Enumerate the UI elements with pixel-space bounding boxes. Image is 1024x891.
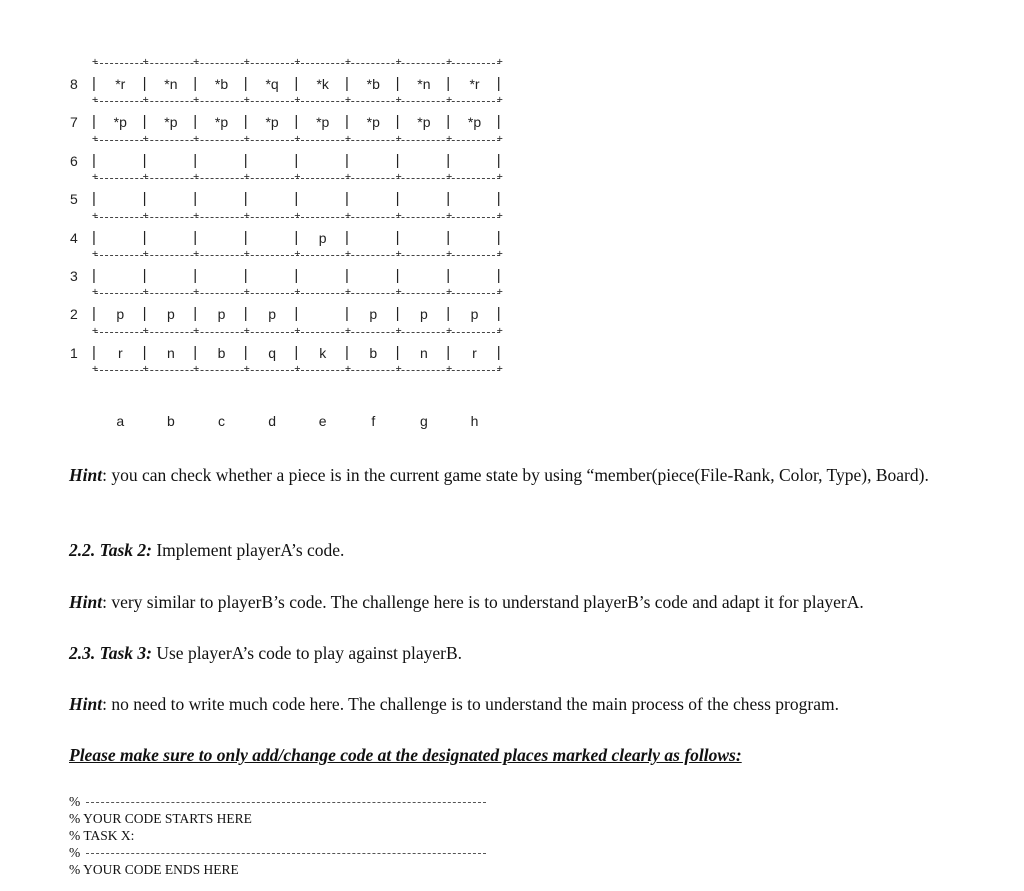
board-bar: |: [496, 305, 501, 323]
board-cell: *r: [115, 76, 126, 92]
board-bar: |: [294, 267, 299, 284]
board-bar: |: [345, 228, 349, 246]
board-bar: |: [345, 267, 349, 284]
file-label: c: [218, 413, 225, 429]
board-bar: |: [243, 228, 248, 246]
file-label: e: [318, 413, 327, 429]
board-bar: |: [446, 190, 451, 208]
dashed-rule: [86, 802, 486, 803]
designated-places-notice: [69, 744, 1009, 766]
board-bar: |: [395, 305, 400, 323]
board-cell: p: [268, 306, 276, 323]
rank-label: 3: [70, 268, 78, 284]
board-corner-mark: +: [193, 248, 200, 260]
board-corner-mark: +: [142, 286, 149, 298]
hint-task-2: [69, 591, 1009, 613]
board-bar: |: [446, 267, 451, 284]
board-bar: |: [395, 267, 400, 284]
board-corner-mark: +: [142, 363, 149, 375]
board-cell: r: [117, 344, 123, 361]
board-rank-row: [68, 111, 508, 133]
board-bar: |: [193, 343, 198, 361]
board-corner-mark: +: [446, 363, 453, 375]
board-cell: *r: [469, 76, 480, 92]
board-bar: |: [496, 113, 501, 131]
board-cell: *p: [265, 114, 279, 131]
board-corner-mark: +: [496, 286, 503, 298]
board-bar: |: [294, 343, 299, 361]
board-cell: *p: [366, 114, 380, 131]
board-bar: |: [395, 190, 400, 208]
board-cell: n: [166, 344, 175, 361]
board-cell: k: [319, 344, 327, 361]
board-bar: |: [243, 190, 248, 208]
hint-task-3: [69, 693, 1009, 715]
board-corner-mark: +: [496, 363, 503, 375]
board-bar: |: [446, 305, 451, 323]
board-cell: b: [217, 344, 226, 361]
file-label: d: [268, 413, 276, 429]
board-corner-mark: +: [91, 56, 99, 68]
board-bar: |: [92, 343, 96, 361]
board-corner-mark: +: [344, 171, 352, 183]
board-bar: |: [496, 151, 501, 169]
board-corner-mark: +: [446, 210, 453, 222]
board-bar: |: [395, 113, 400, 131]
board-corner-mark: +: [193, 56, 200, 68]
board-corner-mark: +: [344, 56, 352, 68]
board-cell: *p: [113, 114, 127, 131]
board-bar: |: [142, 343, 147, 361]
file-label: h: [470, 413, 479, 429]
board-bar: |: [92, 228, 96, 246]
board-corner-mark: +: [294, 56, 301, 68]
board-corner-mark: +: [395, 171, 402, 183]
board-corner-mark: +: [344, 325, 352, 337]
board-bar: |: [345, 75, 349, 92]
rank-label: 5: [70, 191, 78, 208]
board-bar: |: [142, 151, 147, 169]
board-bar: |: [92, 267, 96, 284]
board-corner-mark: +: [243, 286, 250, 298]
board-corner-mark: +: [395, 325, 402, 337]
board-bar: |: [243, 343, 248, 361]
board-corner-mark: +: [344, 248, 352, 260]
hint-label: Hint: [69, 465, 103, 485]
board-bar: |: [446, 343, 451, 361]
board-bar: |: [345, 343, 349, 361]
board-corner-mark: +: [496, 171, 503, 183]
ascii-chess-board: [68, 56, 508, 433]
board-bar: |: [395, 75, 400, 92]
board-bar: |: [345, 190, 349, 208]
board-bar: |: [294, 190, 299, 208]
board-corner-mark: +: [446, 286, 453, 298]
board-corner-mark: +: [193, 210, 200, 222]
board-corner-mark: +: [142, 171, 149, 183]
board-rank-row: [68, 303, 508, 325]
board-corner-mark: +: [395, 210, 402, 222]
board-corner-mark: +: [395, 56, 402, 68]
board-bar: |: [92, 305, 96, 323]
board-corner-mark: +: [395, 248, 402, 260]
board-bar: |: [294, 305, 299, 323]
board-corner-mark: +: [142, 248, 149, 260]
board-bar: |: [142, 305, 147, 323]
board-bar: |: [243, 151, 248, 169]
board-bar: |: [193, 267, 198, 284]
board-corner-mark: +: [446, 325, 453, 337]
board-corner-mark: +: [193, 363, 200, 375]
board-corner-mark: +: [294, 133, 301, 145]
board-rank-row: [68, 342, 508, 364]
board-corner-mark: +: [294, 286, 301, 298]
notice-text: Please make sure to only add/change code at the designated places marked clearly as follows:: [69, 745, 742, 765]
board-corner-mark: +: [395, 94, 402, 106]
board-bar: |: [142, 190, 147, 208]
board-bar: |: [345, 305, 349, 323]
board-corner-mark: +: [243, 171, 250, 183]
board-bar: |: [496, 267, 501, 284]
board-corner-mark: +: [344, 133, 352, 145]
code-line-separator-bottom: %: [69, 844, 486, 861]
board-corner-mark: +: [446, 171, 453, 183]
board-cell: p: [116, 306, 125, 323]
board-corner-mark: +: [294, 171, 301, 183]
board-corner-mark: +: [496, 56, 503, 68]
board-bar: |: [496, 228, 501, 246]
board-bar: |: [92, 113, 96, 131]
board-corner-mark: +: [243, 325, 250, 337]
board-corner-mark: +: [142, 325, 149, 337]
board-bar: |: [92, 75, 96, 92]
board-corner-mark: +: [395, 286, 402, 298]
board-corner-mark: +: [344, 286, 352, 298]
board-rank-row: [68, 227, 508, 249]
board-corner-mark: +: [142, 210, 149, 222]
board-corner-mark: +: [91, 363, 99, 375]
board-bar: |: [446, 113, 451, 131]
board-corner-mark: +: [193, 171, 200, 183]
board-corner-mark: +: [294, 248, 301, 260]
board-bar: |: [193, 305, 198, 323]
board-bar: |: [142, 75, 147, 92]
board-corner-mark: +: [294, 325, 301, 337]
board-corner-mark: +: [496, 325, 503, 337]
board-corner-mark: +: [91, 133, 99, 145]
board-corner-mark: +: [496, 94, 503, 106]
board-bar: |: [193, 228, 198, 246]
board-rank-row: [68, 265, 508, 287]
code-line-separator-top: %: [69, 793, 486, 810]
board-cell: p: [318, 229, 327, 246]
board-bar: |: [243, 267, 248, 284]
board-bar: |: [193, 151, 198, 169]
file-label: a: [116, 413, 125, 429]
board-bar: |: [496, 343, 501, 361]
board-corner-mark: +: [243, 248, 250, 260]
code-line-start: % YOUR CODE STARTS HERE: [69, 811, 252, 826]
board-corner-mark: +: [294, 210, 301, 222]
board-bar: |: [496, 75, 501, 92]
board-cell: p: [470, 306, 479, 323]
rank-label: 6: [70, 152, 78, 169]
board-corner-mark: +: [193, 325, 200, 337]
board-bar: |: [243, 305, 248, 323]
task-3: [69, 642, 1009, 664]
board-bar: |: [294, 228, 299, 246]
board-corner-mark: +: [91, 325, 99, 337]
board-bar: |: [92, 190, 96, 208]
task-2: [69, 539, 1009, 561]
board-cell: *n: [164, 76, 178, 92]
board-bar: |: [395, 228, 400, 246]
board-corner-mark: +: [243, 94, 250, 106]
board-corner-mark: +: [243, 133, 250, 145]
file-label: f: [371, 413, 376, 429]
board-cell: p: [419, 306, 428, 323]
board-corner-mark: +: [496, 133, 503, 145]
board-corner-mark: +: [446, 94, 453, 106]
board-corner-mark: +: [446, 133, 453, 145]
task-text: Use playerA’s code to play against playerB.: [151, 643, 463, 663]
board-bar: |: [446, 75, 451, 92]
board-corner-mark: +: [294, 94, 301, 106]
board-corner-mark: +: [193, 94, 200, 106]
board-corner-mark: +: [91, 286, 99, 298]
rank-label: 2: [70, 306, 78, 323]
board-bar: |: [446, 228, 451, 246]
board-bar: |: [496, 190, 501, 208]
board-bar: |: [294, 151, 299, 169]
board-corner-mark: +: [91, 171, 99, 183]
board-corner-mark: +: [243, 56, 250, 68]
board-corner-mark: +: [294, 363, 301, 375]
board-cell: *p: [417, 114, 431, 131]
code-line-task: % TASK X:: [69, 828, 135, 843]
board-bar: |: [395, 343, 400, 361]
board-bar: |: [345, 113, 349, 131]
board-cell: *p: [467, 114, 482, 131]
board-bar: |: [92, 151, 96, 169]
board-rank-row: [68, 73, 508, 95]
task-text: Implement playerA’s code.: [151, 540, 345, 560]
board-bar: |: [243, 75, 248, 92]
hint-piece-membership: [69, 464, 1009, 486]
code-line-end: % YOUR CODE ENDS HERE: [69, 862, 239, 877]
board-cell: p: [166, 306, 175, 323]
board-cell: *n: [417, 76, 431, 92]
hint-label: Hint: [69, 694, 103, 714]
task-label: 2.3. Task 3:: [69, 643, 152, 663]
board-bar: |: [294, 113, 299, 131]
board-bar: |: [193, 75, 198, 92]
board-cell: *p: [214, 114, 229, 131]
board-corner-mark: +: [446, 56, 453, 68]
hint-text: : you can check whether a piece is in the current game state by using “member(piece(File-Rank, Color, Type), Board).: [102, 465, 929, 485]
board-corner-mark: +: [446, 248, 453, 260]
board-corner-mark: +: [344, 363, 352, 375]
board-corner-mark: +: [243, 210, 250, 222]
board-corner-mark: +: [142, 94, 149, 106]
board-cell: *b: [366, 76, 380, 92]
board-corner-mark: +: [243, 363, 250, 375]
file-label: g: [419, 413, 428, 429]
board-bar: |: [395, 151, 400, 169]
code-marker-block: [69, 793, 486, 878]
board-cell: r: [472, 344, 477, 361]
board-corner-mark: +: [344, 94, 352, 106]
board-bar: |: [142, 228, 147, 246]
rank-label: 7: [70, 114, 78, 131]
board-corner-mark: +: [91, 94, 99, 106]
board-bar: |: [294, 75, 299, 92]
board-cell: n: [419, 344, 428, 361]
hint-label: Hint: [69, 592, 103, 612]
board-rank-row: [68, 188, 508, 210]
task-label: 2.2. Task 2:: [69, 540, 152, 560]
board-corner-mark: +: [91, 248, 99, 260]
board-bar: |: [345, 151, 349, 169]
hint-text: : very similar to playerB’s code. The challenge here is to understand playerB’s code and adapt it for playerA.: [102, 592, 864, 612]
board-cell: *p: [316, 114, 330, 131]
board-rank-row: [68, 150, 508, 172]
board-corner-mark: +: [91, 210, 99, 222]
board-bar: |: [142, 113, 147, 131]
board-bar: |: [193, 113, 198, 131]
board-cell: *q: [265, 76, 279, 92]
file-label: b: [166, 413, 175, 429]
board-corner-mark: +: [496, 210, 503, 222]
hint-text: : no need to write much code here. The challenge is to understand the main process of the chess program.: [102, 694, 839, 714]
board-cell: *b: [214, 76, 229, 92]
board-cell: p: [369, 306, 378, 323]
board-corner-mark: +: [395, 363, 402, 375]
board-cell: *k: [316, 76, 329, 92]
rank-label: 8: [70, 76, 78, 92]
board-cell: q: [268, 344, 276, 361]
board-bar: |: [446, 151, 451, 169]
rank-label: 4: [70, 229, 78, 246]
board-cell: *p: [164, 114, 178, 131]
board-corner-mark: +: [142, 133, 149, 145]
board-corner-mark: +: [344, 210, 352, 222]
rank-label: 1: [70, 344, 78, 361]
board-bar: |: [243, 113, 248, 131]
board-corner-mark: +: [395, 133, 402, 145]
board-cell: b: [369, 344, 378, 361]
dashed-rule: [86, 853, 486, 854]
board-corner-mark: +: [193, 286, 200, 298]
board-corner-mark: +: [496, 248, 503, 260]
board-corner-mark: +: [142, 56, 149, 68]
board-corner-mark: +: [193, 133, 200, 145]
board-bar: |: [142, 267, 147, 284]
board-cell: p: [217, 306, 226, 323]
board-bar: |: [193, 190, 198, 208]
